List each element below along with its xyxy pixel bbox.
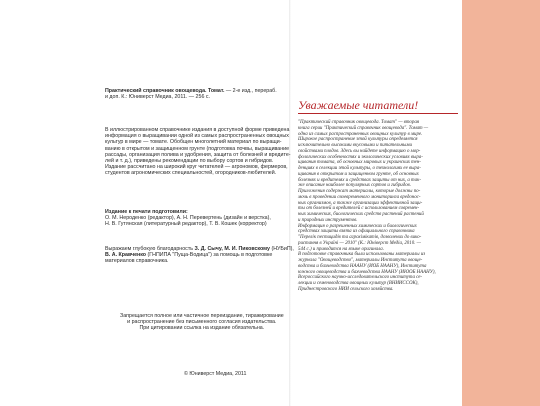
preface-line: южного овощеводства и бахчеводства НААНУ (ИЮОБ НААНУ), [298, 269, 436, 275]
credits-line: Н. В. Гутянская (литературный редактор), Т. В. Кошек (корректор) [105, 221, 267, 228]
preface-line: 544 с.) и приводится на языке оригинала. [298, 246, 384, 252]
preface-line: Всероссийского научно-исследовательского института се- [298, 275, 423, 281]
preface-line: одна из самых распространенных овощных культур в мире. [298, 131, 423, 137]
annotation-line: культур в мире — томате. Обобщен многолетний материал по выращи- [105, 139, 282, 146]
preface-line: Информация о разрешенных химических и биологических [298, 223, 417, 229]
acknowledgements [105, 246, 294, 265]
credits-heading: Издание к печати подготовили: [105, 209, 188, 215]
preface-line: щивания в открытом и защищенном грунте, об основных [298, 171, 419, 177]
copyright-notice: © Юниверст Медиа, 2011 [184, 371, 247, 377]
bibliographic-record [105, 88, 277, 100]
preface-line: "Практический справочник овощевода. Томат" — вторая [298, 120, 420, 125]
preface-line: фологических особенностях и экологических условиях выра- [298, 154, 423, 160]
preface-line: мочь в проведении своевременного мониторинга вредонос- [298, 194, 421, 200]
preface-line: денциях в селекции этой культуры, о технологиях ее выра- [298, 166, 421, 171]
thanks-text: Выражаем глубокую благодарность [105, 246, 195, 252]
preface-line: В подготовке справочника были использованы материалы из [298, 252, 426, 258]
annotation-line: рассады, организация полива и удобрения, защита от болезней и вредите- [105, 151, 291, 158]
preface-line: Приднестровского НИИ сельского хозяйства. [298, 286, 394, 292]
rights-line: Запрещается полное или частичное переиздание, тиражирование [120, 313, 284, 319]
preface-line: книга серии "Практический справочник овощевода". Томат — [298, 125, 429, 131]
page-heading: Уважаемые читатели! [298, 98, 419, 112]
preface-body [298, 120, 436, 293]
edition-info: — 2-е изд., перераб. [224, 88, 277, 94]
preface-line: и природных инструментов. [298, 217, 358, 223]
thanks-names: З. Д. Сычу, М. И. Пиковскому [194, 246, 270, 252]
thanks-names: В. А. Кравченко [105, 252, 147, 259]
annotation-line: студентов агрономических специальностей, огородников-любителей. [105, 170, 277, 177]
annotation-line: лей и т. д.), приведены рекомендации по выбору сортов и гибридов. [105, 158, 274, 165]
preface-line: же описание наиболее популярных сортов и гибридов. [298, 183, 412, 189]
preface-line: журнала "Овощеводство", материалы Института овоще- [298, 258, 423, 263]
annotation-line: В иллюстрированном справочнике издания в доступной форме приведена [105, 127, 290, 133]
publisher-info: и доп. К.: Юниверст Медиа, 2011. — 256 с. [105, 94, 210, 101]
preface-line: средствах защиты взята из официального справочника [298, 229, 415, 235]
rights-line: При цитировании ссылка на издание обязательна. [139, 325, 265, 332]
credits-line: О. М. Нероденко (редактор), А. Н. Перевертень (дизайн и верстка), [105, 215, 271, 222]
preface-line: Широкое распространение этой культуры определяется [298, 137, 418, 143]
book-spine [289, 0, 291, 406]
preface-line: ных химических, биологических средств растений растений [298, 212, 424, 217]
thanks-text: (НУБиП), [269, 246, 294, 252]
annotation-line: информация о выращивании одной из самых распространенных овощных [105, 133, 289, 140]
heading-rule [298, 113, 458, 114]
rights-notice [120, 313, 284, 332]
rights-line: и распространение без письменного согласия издательства. [127, 319, 277, 326]
preface-line: свойствами плодов. Здесь вы найдете информацию о мор- [298, 148, 421, 154]
preface-line: болезнях и вредителях и средствах защиты от них, а так- [298, 177, 421, 183]
preface-line: "Перелік пестицидів та агрохімікатів, дозволених до вико- [298, 235, 422, 240]
annotation [105, 127, 291, 177]
preface-line: ристання в Україні — 2010" (К.: Юніверст Медіа, 2010. — [298, 240, 421, 246]
accent-band [462, 0, 540, 406]
annotation-line: Издание рассчитано на широкий круг читателей — агрономов, фермеров, [105, 164, 288, 171]
preface-line: исключительно высокими вкусовыми и питательными [298, 143, 412, 148]
book-title: Практический справочник овощевода. Томат. [105, 88, 225, 94]
preface-line: лекции и семеноводства овощных культур (ВНИИССОК), [298, 281, 419, 286]
thanks-text: (ГНПИПА "Пуща-Водица") за помощь в подготовке [146, 252, 273, 259]
preface-line: водства и бахчеводства НААНУ (ИОБ НААНУ), Института [298, 263, 427, 269]
preface-line: ты от болезней и вредителей с использованием современ- [298, 206, 420, 212]
preface-line: ных организмов, а также организации эффективной защи- [298, 200, 423, 206]
credits-block [105, 209, 271, 228]
preface-line: Приложения содержат материалы, которые должны по- [298, 189, 421, 194]
preface-line: щивания томата, об основных мировых и украинских тен- [298, 160, 421, 166]
thanks-text: материалов справочника. [105, 258, 169, 265]
annotation-line: ванию в открытом и защищенном грунте (подготовка почвы, выращивание [105, 145, 290, 152]
